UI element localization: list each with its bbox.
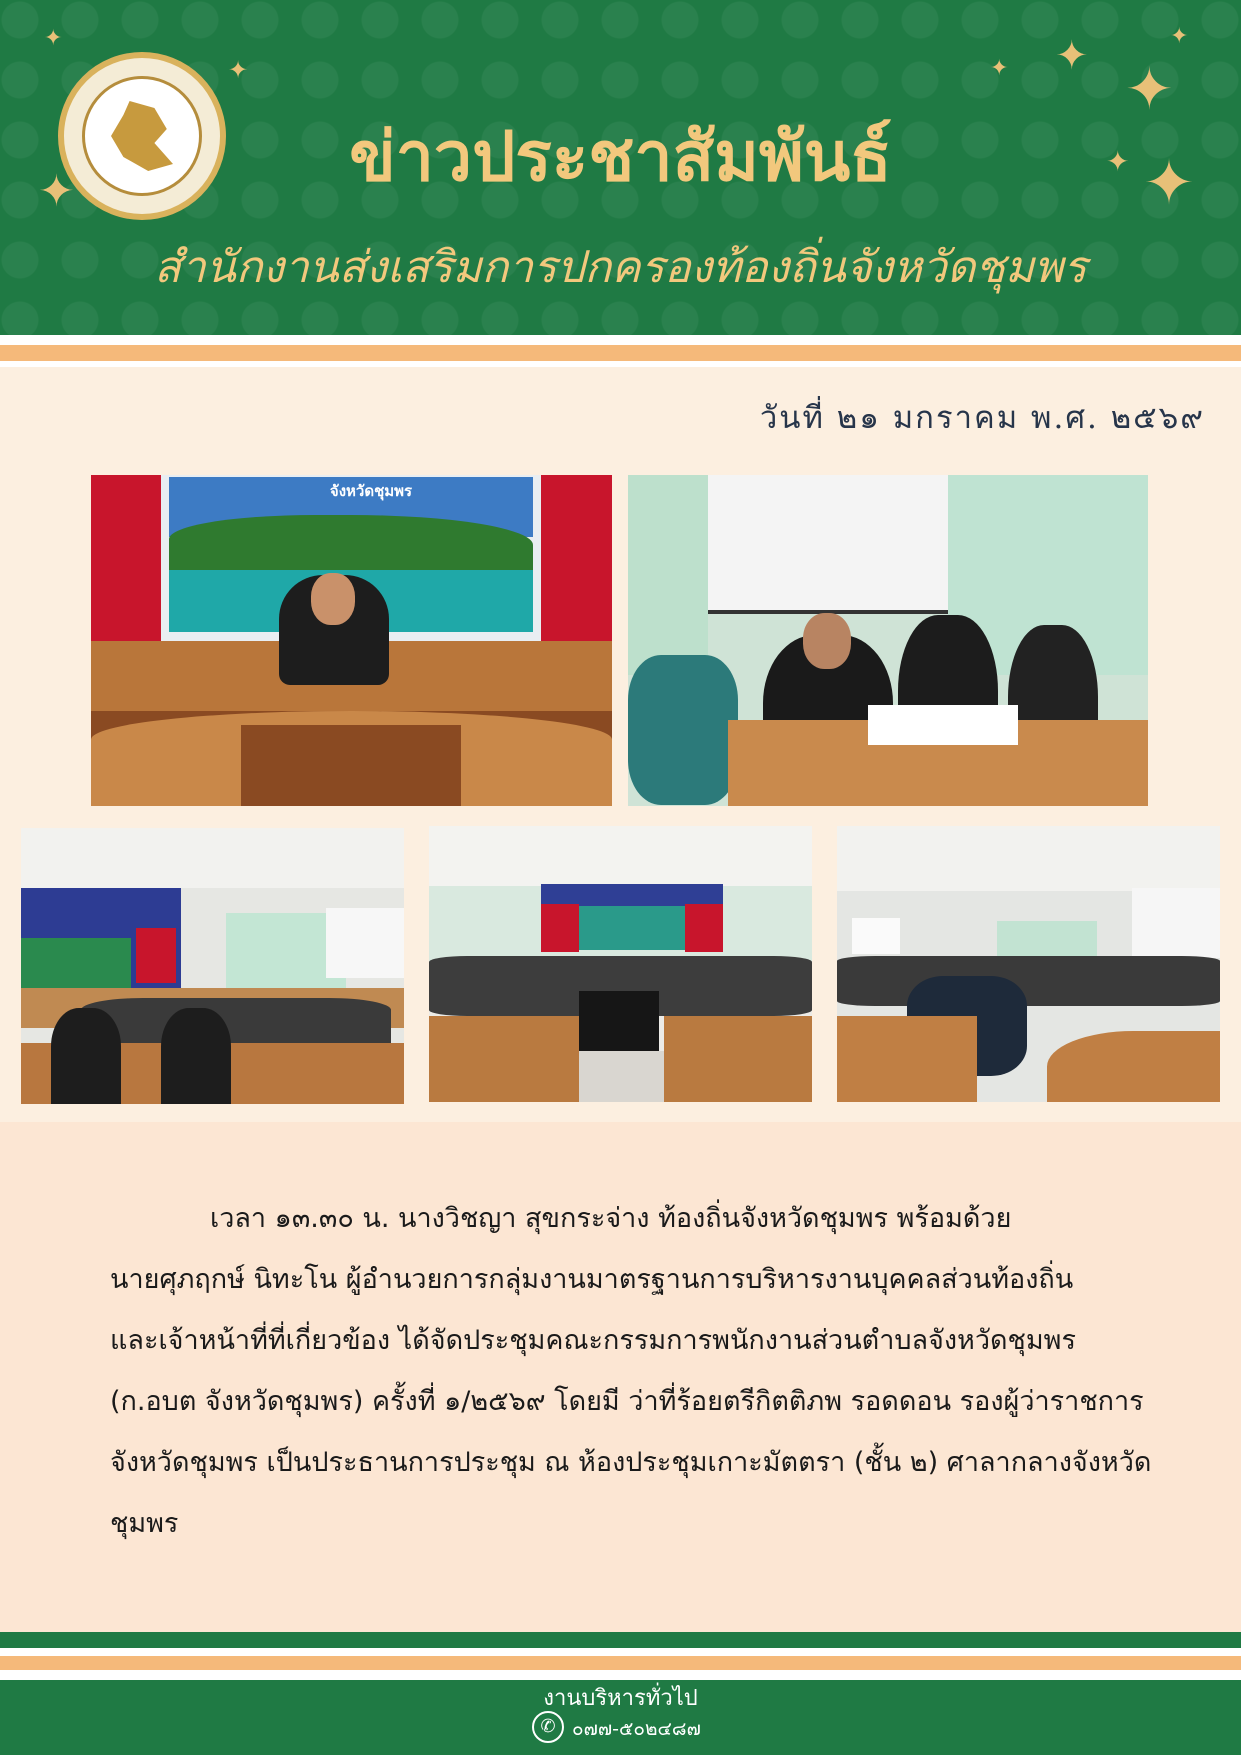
photo-meeting-room-center (429, 826, 812, 1102)
sparkle-icon: ✦ (228, 56, 249, 84)
sparkle-icon: ✦ (1055, 33, 1089, 79)
photo-attendees (628, 475, 1148, 806)
sparkle-icon: ✦ (1143, 146, 1195, 219)
divider-stripe (0, 1670, 1241, 1680)
footer-title: งานบริหารทั่วไป (543, 1686, 698, 1711)
body-line: นายศุภฤกษ์ นิทะโน ผู้อำนวยการกลุ่มงานมาตรฐานการบริหารงานบุคคลส่วนท้องถิ่น (110, 1264, 1074, 1295)
divider-stripe (0, 1648, 1241, 1656)
phone-icon: ✆ (532, 1711, 564, 1743)
page-title: ข่าวประชาสัมพันธ์ (349, 117, 892, 197)
divider-stripe (0, 1656, 1241, 1670)
divider-stripe (0, 1632, 1241, 1648)
sparkle-icon: ✦ (990, 56, 1009, 81)
photo-chairman (91, 475, 612, 806)
sparkle-icon: ✦ (1125, 55, 1174, 123)
body-line: ชุมพร (110, 1508, 179, 1539)
photo-meeting-room-left (21, 828, 404, 1104)
sparkle-icon: ✦ (38, 166, 75, 217)
sparkle-icon: ✦ (1170, 24, 1189, 49)
body-line: เวลา ๑๓.๓๐ น. นางวิชญา สุขกระจ่าง ท้องถิ่นจังหวัดชุมพร พร้อมด้วย (210, 1203, 1012, 1234)
divider-stripe (0, 335, 1241, 345)
photo-meeting-room-right (837, 826, 1220, 1102)
sparkle-icon: ✦ (1106, 145, 1130, 178)
page-subtitle: สำนักงานส่งเสริมการปกครองท้องถิ่นจังหวัดชุมพร (154, 242, 1087, 293)
sparkle-icon: ✦ (44, 26, 63, 51)
news-date: วันที่ ๒๑ มกราคม พ.ศ. ๒๕๖๙ (759, 400, 1205, 436)
divider-stripe (0, 361, 1241, 367)
news-body (110, 1188, 1170, 1554)
divider-stripe (0, 345, 1241, 361)
phone-number: ๐๗๗-๕๐๒๔๘๗ (572, 1718, 701, 1740)
photo-banner-text: จังหวัดชุมพร (329, 482, 413, 500)
body-line: จังหวัดชุมพร เป็นประธานการประชุม ณ ห้องประชุมเกาะมัตตรา (ชั้น ๒) ศาลากลางจังหวัด (110, 1447, 1152, 1478)
body-line: (ก.อบต จังหวัดชุมพร) ครั้งที่ ๑/๒๕๖๙ โดยมี ว่าที่ร้อยตรีกิตติภพ รอดดอน รองผู้ว่าราชการ (110, 1386, 1144, 1417)
body-line: และเจ้าหน้าที่ที่เกี่ยวข้อง ได้จัดประชุมคณะกรรมการพนักงานส่วนตำบลจังหวัดชุมพร (110, 1325, 1076, 1356)
